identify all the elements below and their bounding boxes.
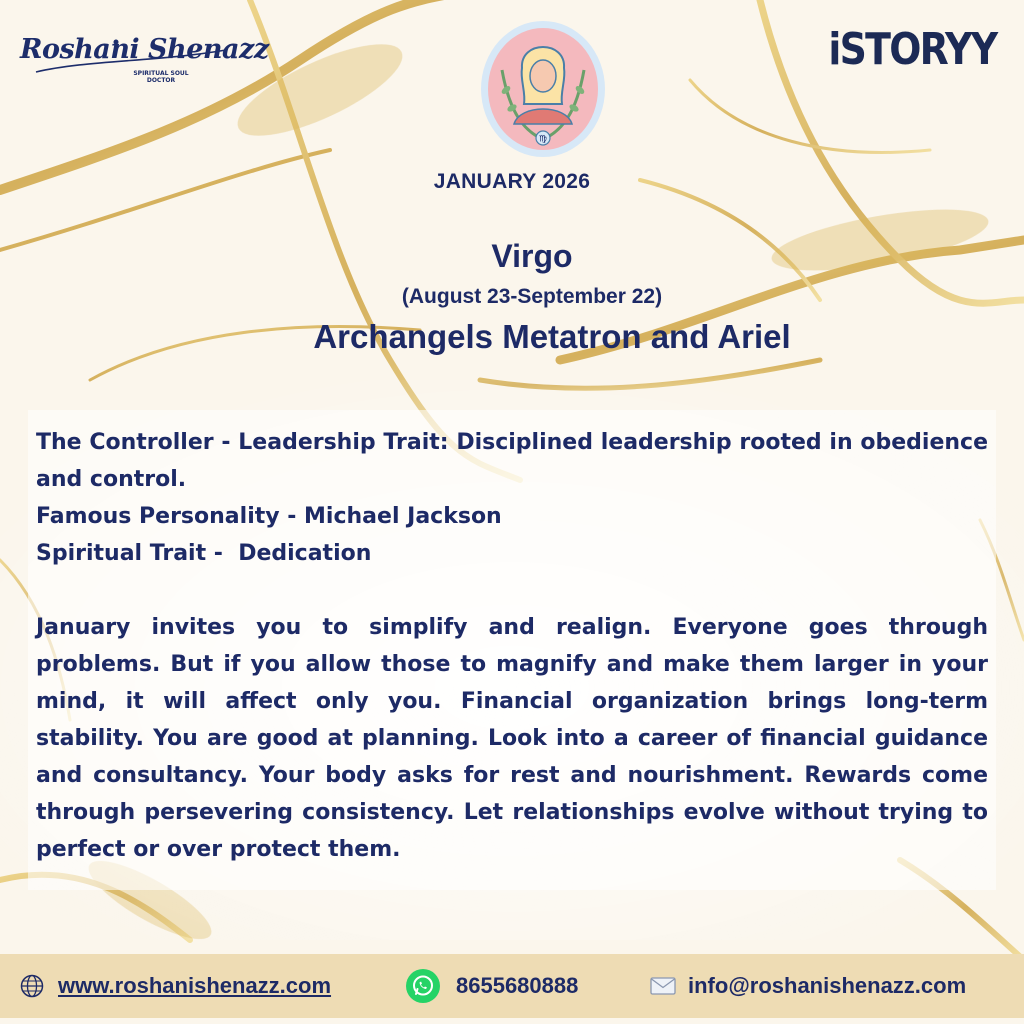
forecast-paragraph: January invites you to simplify and realign. Everyone goes through problems. But if you allow those to magnify and make them larger in your mind, it will affect only you. Financial organization brings long-term stability. You are good at planning. Look into a career of financial guidance and consultancy. Your body asks for rest and nourishment. Rewards come through persevering consistency. Let relationships evolve without trying to perfect or over protect them. [36,615,988,862]
whatsapp-icon [406,969,440,1003]
globe-icon [20,974,44,998]
phone-contact [406,954,578,1018]
leadership-trait: The Controller - Leadership Trait: Disciplined leadership rooted in obedience and control. [36,430,988,492]
email-address[interactable]: info@roshanishenazz.com [688,973,967,998]
envelope-icon [650,976,676,996]
month-heading: JANUARY 2026 [433,170,591,193]
website-link[interactable]: www.roshanishenazz.com [58,973,332,998]
svg-text:♍: ♍ [538,134,548,145]
horoscope-body [36,424,988,868]
logo-signature: Roshani Shenazz [20,34,269,65]
virgo-emblem-icon [480,20,606,158]
website-contact [20,954,331,1018]
sign-title: Virgo [491,238,573,274]
phone-number[interactable]: 8655680888 [456,973,579,998]
famous-personality: Famous Personality - Michael Jackson [36,504,502,529]
archangels-heading: Archangels Metatron and Ariel [313,318,791,355]
logo-tagline: SPIRITUAL SOUL DOCTOR [133,70,189,84]
sign-dates: (August 23-September 22) [401,285,663,308]
istoryy-logo: iSTORYY [827,24,996,75]
email-contact [650,954,966,1018]
roshani-shenazz-logo [16,30,269,92]
contact-footer [0,954,1024,1018]
spiritual-trait: Spiritual Trait - Dedication [36,541,372,566]
